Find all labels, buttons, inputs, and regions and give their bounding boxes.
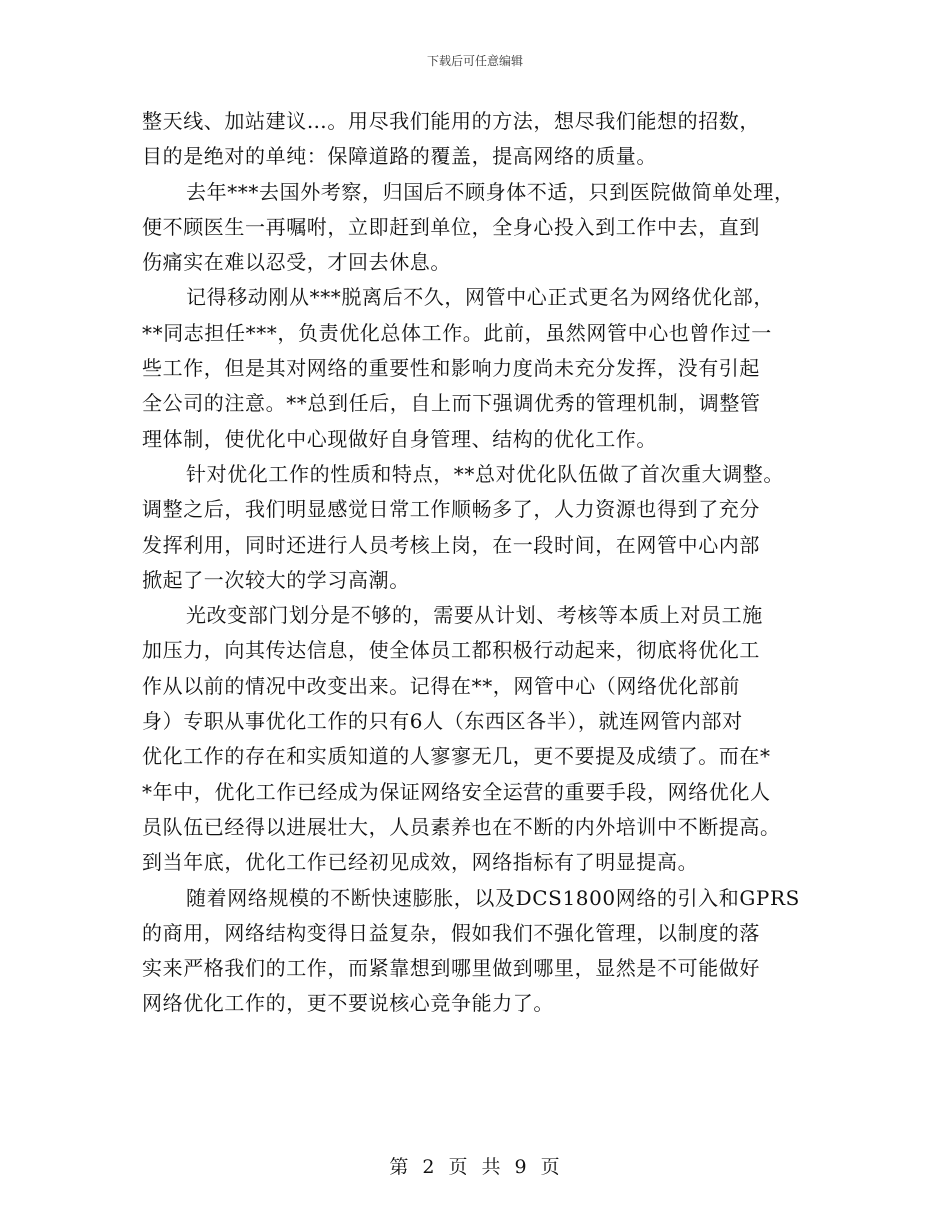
text-line: 伤痛实在难以忍受，才回去休息。 — [142, 250, 451, 275]
page-number-footer: 第 2 页 共 9 页 — [389, 1156, 561, 1178]
paragraph-first-line: 光改变部门划分是不够的，需要从计划、考核等本质上对员工施 — [186, 603, 763, 628]
text-line: 调整之后，我们明显感觉日常工作顺畅多了，人力资源也得到了充分 — [142, 497, 760, 522]
text-line: 发挥利用，同时还进行人员考核上岗，在一段时间，在网管中心内部 — [142, 532, 760, 557]
text-line: 到当年底，优化工作已经初见成效，网络指标有了明显提高。 — [142, 850, 699, 875]
text-line: 掀起了一次较大的学习高潮。 — [142, 567, 410, 592]
text-line: 便不顾医生一再嘱咐，立即赶到单位，全身心投入到工作中去，直到 — [142, 214, 760, 239]
page-header: 下载后可任意编辑 — [426, 54, 523, 68]
text-line: 身）专职从事优化工作的只有6人（东西区各半），就连网管内部对 — [142, 709, 743, 734]
paragraph-first-line: 针对优化工作的性质和特点，**总对优化队伍做了首次重大调整。 — [186, 461, 784, 486]
text-line: 理体制，使优化中心现做好自身管理、结构的优化工作。 — [142, 426, 657, 451]
text-line: 网络优化工作的，更不要说核心竞争能力了。 — [142, 991, 554, 1016]
text-line: 整天线、加站建议…。用尽我们能用的方法，想尽我们能想的招数， — [142, 109, 760, 133]
text-line: 实来严格我们的工作，而紧靠想到哪里做到哪里，显然是不可能做好 — [142, 956, 760, 981]
text-line: 优化工作的存在和实质知道的人寥寥无几，更不要提及成绩了。而在* — [142, 744, 771, 769]
text-line: 员队伍已经得以进展壮大，人员素养也在不断的内外培训中不断提高。 — [142, 814, 781, 839]
text-line: 加压力，向其传达信息，使全体员工都积极行动起来，彻底将优化工 — [142, 638, 760, 663]
text-line: 些工作，但是其对网络的重要性和影响力度尚未充分发挥，没有引起 — [142, 356, 760, 381]
document-body — [142, 104, 822, 1022]
text-line: 作从以前的情况中改变出来。记得在**，网管中心（网络优化部前 — [142, 673, 740, 698]
text-line: 目的是绝对的单纯：保障道路的覆盖，提高网络的质量。 — [142, 144, 657, 169]
paragraph-first-line: 记得移动刚从***脱离后不久，网管中心正式更名为网络优化部， — [186, 285, 774, 310]
text-line: **同志担任***，负责优化总体工作。此前，虽然网管中心也曾作过一 — [142, 320, 772, 345]
text-line: 全公司的注意。**总到任后，自上而下强调优秀的管理机制，调整管 — [142, 391, 761, 416]
text-line: *年中，优化工作已经成为保证网络安全运营的重要手段，网络优化人 — [142, 779, 771, 804]
paragraph-first-line: 随着网络规模的不断快速膨胀，以及DCS1800网络的引入和GPRS — [186, 885, 800, 910]
text-line: 的商用，网络结构变得日益复杂，假如我们不强化管理，以制度的落 — [142, 920, 760, 945]
paragraph-first-line: 去年***去国外考察，归国后不顾身体不适，只到医院做简单处理， — [186, 179, 795, 204]
